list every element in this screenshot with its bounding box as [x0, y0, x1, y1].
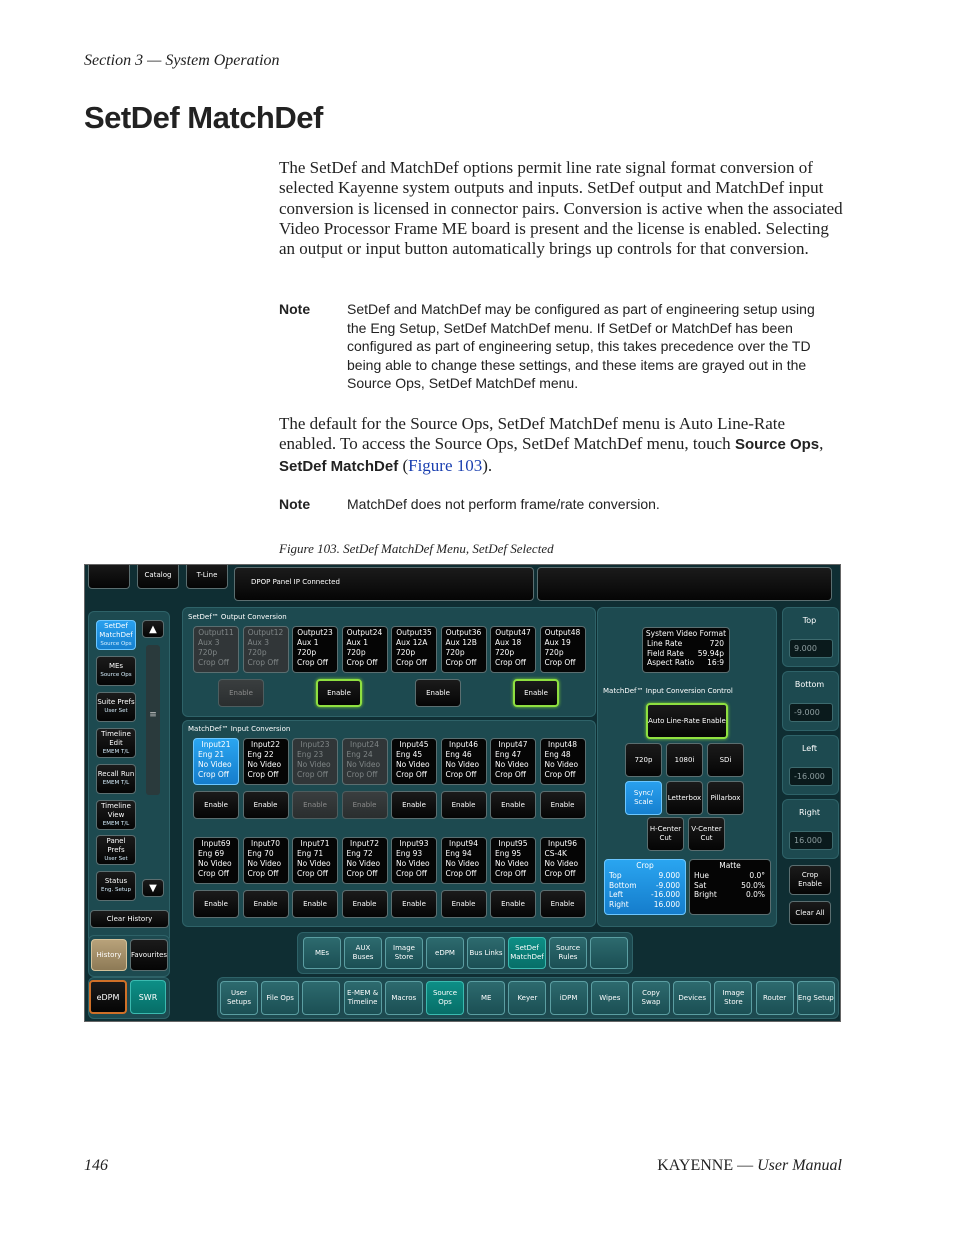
input-enable-button[interactable]: Enable — [391, 791, 437, 819]
input-name: Input71 — [300, 839, 330, 848]
format-option-button[interactable]: 720p — [625, 743, 662, 777]
input-button[interactable] — [540, 837, 586, 884]
input-button[interactable] — [441, 738, 487, 785]
main-tab[interactable]: Image Store — [714, 981, 752, 1015]
input-button[interactable] — [391, 738, 437, 785]
output-crop: Crop Off — [198, 658, 229, 667]
crop-readout[interactable] — [604, 859, 686, 915]
input-name: Input47 — [498, 740, 528, 749]
input-name: Input22 — [251, 740, 280, 749]
main-tab[interactable]: ME — [467, 981, 505, 1015]
output-source: Aux 3 — [198, 638, 220, 647]
history-item-label: SetDef MatchDef — [99, 621, 133, 639]
readout-key: Right — [609, 899, 629, 909]
readout-row — [647, 658, 729, 668]
output-name: Output35 — [396, 628, 432, 637]
input-name: Input23 — [300, 740, 330, 749]
auto-line-rate-enable-button[interactable]: Auto Line-Rate Enable — [646, 703, 728, 739]
readout-row — [609, 881, 685, 891]
input-name: Input21 — [201, 740, 231, 749]
input-source: Eng 72 — [346, 849, 373, 858]
input-enable-button[interactable]: Enable — [292, 791, 338, 819]
input-button[interactable] — [490, 837, 536, 884]
side-field-input[interactable]: -16.000 — [789, 767, 833, 786]
input-enable-button[interactable]: Enable — [391, 890, 437, 918]
history-item-label: Timeline Edit — [101, 729, 131, 747]
input-status: No Video — [445, 760, 480, 769]
history-item[interactable] — [96, 764, 136, 794]
paren-close: ). — [482, 455, 493, 475]
input-source: Eng 47 — [495, 750, 522, 759]
input-button[interactable] — [342, 837, 388, 884]
side-field-label: Right — [798, 808, 821, 817]
output-button[interactable] — [243, 626, 289, 673]
output-format: 720p — [297, 648, 317, 657]
readout-row — [609, 900, 685, 910]
history-item-sub: Source Ops — [100, 672, 132, 678]
output-format: 720p — [346, 648, 366, 657]
output-conversion-title: SetDef™ Output Conversion — [188, 613, 287, 621]
input-source: Eng 94 — [445, 849, 472, 858]
matte-readout[interactable] — [689, 859, 771, 915]
input-source: Eng 95 — [495, 849, 522, 858]
input-name: Input70 — [251, 839, 280, 848]
history-item[interactable] — [96, 728, 136, 758]
sub-tab[interactable]: MEs — [303, 937, 341, 969]
input-crop: Crop Off — [495, 770, 526, 779]
paren-open: ( — [398, 455, 409, 475]
note-label: Note — [279, 496, 311, 512]
input-crop: Crop Off — [297, 869, 328, 878]
output-name: Output11 — [198, 628, 234, 637]
output-source: Aux 19 — [544, 638, 571, 647]
output-button[interactable] — [292, 626, 338, 673]
note-text: SetDef and MatchDef may be configured as part of engineering setup using the Eng Setup, SetDef MatchDef menu. If SetDef or MatchDef has been configured as part of engineering setup, this takes precedence over the TD being able to change these settings, and these items are grayed out in the Source Ops, SetDef MatchDef menu. — [347, 301, 815, 391]
main-tab[interactable]: Source Ops — [426, 981, 464, 1015]
output-button[interactable] — [540, 626, 586, 673]
history-item-label: MEs — [108, 662, 124, 670]
input-enable-button[interactable]: Enable — [292, 890, 338, 918]
system-video-format-title: System Video Format — [645, 629, 727, 638]
readout-key: Field Rate — [647, 648, 684, 658]
input-enable-button[interactable]: Enable — [490, 791, 536, 819]
input-crop: Crop Off — [297, 770, 328, 779]
history-item-sub: Source Ops — [100, 640, 132, 647]
section-header: Section 3 — System Operation — [84, 52, 280, 69]
output-source: Aux 3 — [247, 638, 269, 647]
input-crop: Crop Off — [346, 770, 378, 779]
figure-link[interactable]: Figure 103 — [408, 455, 483, 475]
readout-value: 0.0° — [749, 871, 765, 880]
readout-row — [647, 649, 729, 659]
input-crop: Crop Off — [396, 869, 427, 878]
readout-row — [609, 871, 685, 881]
history-item[interactable] — [96, 656, 136, 686]
scroll-down-button[interactable]: ▼ — [142, 879, 164, 897]
history-item-label: Timeline View — [101, 801, 131, 819]
history-item-sub: EMEM T/L — [102, 780, 130, 786]
main-tab[interactable]: E-MEM & Timeline — [344, 981, 382, 1015]
status-message: DPOP Panel IP Connected — [234, 567, 534, 601]
input-button[interactable] — [490, 738, 536, 785]
main-tab[interactable]: Keyer — [508, 981, 546, 1015]
output-name: Output47 — [495, 628, 531, 637]
input-source: Eng 23 — [297, 750, 324, 759]
page-number: 146 — [84, 1157, 108, 1174]
readout-key: Bottom — [609, 880, 637, 890]
input-name: Input24 — [350, 740, 379, 749]
input-enable-button[interactable]: Enable — [490, 890, 536, 918]
input-crop: Crop Off — [247, 869, 279, 878]
intro-paragraph: The SetDef and MatchDef options permit line rate signal format conversion of selected Kayenne system outputs and inputs. SetDef output and MatchDef input conversion is licensed in connector pairs. Conversion is active when the associated Video Processor Frame ME board is present and the license is enabled. Selecting an output or input button automatically brings up controls for that conversion. — [279, 158, 843, 259]
input-crop: Crop Off — [544, 770, 576, 779]
output-enable-button[interactable]: Enable — [513, 679, 559, 707]
input-status: No Video — [396, 760, 430, 769]
input-status: No Video — [495, 859, 529, 868]
sub-tab[interactable]: Source Rules — [549, 937, 587, 969]
center-cut-button[interactable]: H-Center Cut — [647, 817, 684, 851]
input-status: No Video — [544, 859, 579, 868]
readout-row — [694, 890, 770, 900]
side-field-input[interactable]: 16.000 — [789, 831, 833, 850]
input-crop: Crop Off — [445, 770, 477, 779]
matchdef-control-title: MatchDef™ Input Conversion Control — [603, 687, 733, 695]
side-field-input[interactable]: -9.000 — [789, 703, 833, 722]
t-line-button[interactable]: T-Line — [186, 565, 228, 589]
matte-readout-title: Matte — [719, 861, 741, 870]
favourites-tab[interactable]: Favourites — [130, 939, 168, 971]
input-source: Eng 48 — [544, 750, 571, 759]
input-enable-button[interactable]: Enable — [441, 890, 487, 918]
history-item-label: Recall Run — [97, 770, 135, 778]
readout-value: 16.000 — [653, 899, 680, 909]
main-tab[interactable]: Macros — [385, 981, 423, 1015]
input-conversion-title: MatchDef™ Input Conversion — [188, 725, 291, 733]
history-item[interactable] — [96, 692, 136, 722]
history-tab[interactable]: History — [91, 939, 127, 971]
input-crop: Crop Off — [247, 770, 279, 779]
output-crop: Crop Off — [495, 658, 526, 667]
matte-readout-rows — [694, 871, 770, 900]
main-tab[interactable]: User Setups — [220, 981, 258, 1015]
input-button[interactable] — [243, 738, 289, 785]
input-name: Input94 — [449, 839, 478, 848]
input-crop: Crop Off — [198, 770, 229, 779]
system-video-format-rows — [647, 639, 729, 668]
scale-option-button[interactable]: Sync/ Scale — [625, 781, 662, 815]
input-source: Eng 70 — [247, 849, 274, 858]
footer-dash: — — [733, 1157, 758, 1174]
readout-row — [647, 639, 729, 649]
sub-tab[interactable]: eDPM — [426, 937, 464, 969]
input-status: No Video — [346, 760, 381, 769]
output-format: 720p — [247, 648, 267, 657]
output-crop: Crop Off — [346, 658, 378, 667]
input-button[interactable] — [193, 738, 239, 785]
main-tab[interactable] — [302, 981, 340, 1015]
input-source: CS-4K — [544, 849, 567, 858]
history-item[interactable] — [96, 835, 136, 865]
input-crop: Crop Off — [495, 869, 526, 878]
input-source: Eng 45 — [396, 750, 423, 759]
main-tab[interactable]: Eng Setup — [797, 981, 835, 1015]
input-enable-button[interactable]: Enable — [540, 890, 586, 918]
readout-value: -16.000 — [651, 890, 680, 899]
output-format: 720p — [198, 648, 218, 657]
input-status: No Video — [198, 760, 232, 769]
format-option-button[interactable]: 1080i — [666, 743, 703, 777]
output-name: Output48 — [544, 628, 581, 637]
center-cut-button[interactable]: V-Center Cut — [688, 817, 725, 851]
main-tab[interactable]: iDPM — [550, 981, 588, 1015]
input-source: Eng 69 — [198, 849, 225, 858]
input-source: Eng 22 — [247, 750, 274, 759]
readout-key: Hue — [694, 871, 710, 880]
input-name: Input69 — [201, 839, 231, 848]
input-source: Eng 46 — [445, 750, 472, 759]
output-crop: Crop Off — [297, 658, 328, 667]
main-tab[interactable]: Router — [756, 981, 794, 1015]
output-format: 720p — [495, 648, 515, 657]
input-enable-button[interactable]: Enable — [193, 791, 239, 819]
input-name: Input96 — [548, 839, 577, 848]
input-name: Input72 — [350, 839, 379, 848]
system-video-format — [642, 627, 730, 673]
input-name: Input95 — [498, 839, 528, 848]
input-crop: Crop Off — [445, 869, 477, 878]
output-enable-button[interactable]: Enable — [316, 679, 362, 707]
input-source: Eng 21 — [198, 750, 225, 759]
input-crop: Crop Off — [396, 770, 427, 779]
crop-enable-button[interactable]: Crop Enable — [789, 865, 831, 895]
input-status: No Video — [445, 859, 480, 868]
output-format: 720p — [396, 648, 416, 657]
input-enable-button[interactable]: Enable — [342, 890, 388, 918]
scale-option-button[interactable]: Letterbox — [666, 781, 703, 815]
crop-readout-rows — [609, 871, 685, 909]
sub-tab[interactable]: AUX Buses — [344, 937, 382, 969]
output-name: Output23 — [297, 628, 333, 637]
input-button[interactable] — [342, 738, 388, 785]
output-button[interactable] — [342, 626, 388, 673]
readout-value: 50.0% — [741, 880, 765, 890]
readout-value: 9.000 — [658, 871, 680, 880]
catalog-button[interactable]: Catalog — [137, 565, 179, 589]
product-name: KAYENNE — [657, 1157, 734, 1174]
history-item-label: Status — [104, 877, 128, 885]
page-title: SetDef MatchDef — [84, 100, 323, 135]
input-status: No Video — [198, 859, 232, 868]
input-button[interactable] — [441, 837, 487, 884]
readout-key: Left — [609, 890, 624, 899]
output-crop: Crop Off — [445, 658, 477, 667]
history-item-label: Suite Prefs — [97, 698, 135, 706]
top-blank-button[interactable] — [88, 565, 130, 589]
readout-value: 59.94p — [697, 648, 724, 658]
sub-tab-blank[interactable] — [590, 937, 628, 969]
input-crop: Crop Off — [346, 869, 378, 878]
output-format: 720p — [445, 648, 465, 657]
output-name: Output12 — [247, 628, 284, 637]
input-enable-button[interactable]: Enable — [243, 890, 289, 918]
output-source: Aux 1 — [297, 638, 319, 647]
main-tab[interactable]: Devices — [673, 981, 711, 1015]
side-field-input[interactable]: 9.000 — [789, 639, 833, 658]
input-status: No Video — [247, 859, 282, 868]
history-item-sub: Eng. Setup — [101, 887, 131, 893]
readout-row — [694, 881, 770, 891]
keyword-source-ops: Source Ops — [734, 436, 820, 454]
history-item[interactable] — [96, 620, 136, 650]
main-tab[interactable]: Copy Swap — [632, 981, 670, 1015]
history-item[interactable] — [96, 871, 136, 901]
access-paragraph — [279, 414, 844, 477]
history-item-sub: EMEM T/L — [102, 748, 130, 755]
output-button[interactable] — [441, 626, 487, 673]
input-button[interactable] — [243, 837, 289, 884]
input-status: No Video — [297, 760, 331, 769]
input-status: No Video — [247, 760, 282, 769]
keyword-setdef-matchdef: SetDef MatchDef — [279, 457, 399, 475]
setdef-matchdef-menu — [85, 565, 840, 1021]
crop-readout-title: Crop — [636, 861, 654, 870]
sub-tab[interactable]: Image Store — [385, 937, 423, 969]
edpm-mode-button[interactable]: eDPM — [89, 980, 127, 1014]
readout-row — [694, 871, 770, 881]
output-crop: Crop Off — [396, 658, 427, 667]
history-item-sub: EMEM T/L — [102, 820, 130, 827]
output-crop: Crop Off — [247, 658, 279, 667]
input-crop: Crop Off — [544, 869, 576, 878]
input-enable-button[interactable]: Enable — [342, 791, 388, 819]
input-button[interactable] — [391, 837, 437, 884]
sub-tab[interactable]: Bus Links — [467, 937, 505, 969]
scroll-up-button[interactable]: ▲ — [142, 620, 164, 638]
output-enable-button[interactable]: Enable — [218, 679, 264, 707]
input-enable-button[interactable]: Enable — [441, 791, 487, 819]
input-source: Eng 24 — [346, 750, 373, 759]
input-button[interactable] — [292, 837, 338, 884]
output-button[interactable] — [391, 626, 437, 673]
readout-key: Line Rate — [647, 639, 683, 648]
input-status: No Video — [495, 760, 529, 769]
readout-value: 720 — [709, 639, 724, 648]
input-enable-button[interactable]: Enable — [243, 791, 289, 819]
input-button[interactable] — [292, 738, 338, 785]
separator: , — [819, 434, 824, 454]
input-name: Input45 — [399, 740, 429, 749]
input-source: Eng 93 — [396, 849, 423, 858]
output-button[interactable] — [490, 626, 536, 673]
output-source: Aux 12A — [396, 638, 428, 647]
format-option-button[interactable]: SDi — [707, 743, 744, 777]
output-source: Aux 18 — [495, 638, 522, 647]
readout-key: Top — [609, 871, 622, 880]
main-tab[interactable]: File Ops — [261, 981, 299, 1015]
output-name: Output24 — [346, 628, 383, 637]
output-format: 720p — [544, 648, 564, 657]
output-enable-button[interactable]: Enable — [415, 679, 461, 707]
readout-key: Sat — [694, 880, 707, 890]
readout-value: 16:9 — [707, 658, 724, 667]
status-blank — [537, 567, 832, 601]
side-field-label: Bottom — [794, 680, 825, 689]
readout-value: -9.000 — [655, 880, 680, 890]
main-tab[interactable]: Wipes — [591, 981, 629, 1015]
note-label: Note — [279, 301, 311, 317]
input-enable-button[interactable]: Enable — [540, 791, 586, 819]
history-item-label: Panel Prefs — [106, 836, 126, 854]
output-name: Output36 — [445, 628, 482, 637]
input-crop: Crop Off — [198, 869, 229, 878]
input-name: Input46 — [449, 740, 478, 749]
input-name: Input48 — [548, 740, 577, 749]
input-status: No Video — [396, 859, 430, 868]
output-crop: Crop Off — [544, 658, 576, 667]
note-text: MatchDef does not perform frame/rate conversion. — [347, 496, 660, 512]
footer-product — [657, 1157, 842, 1175]
history-item-sub: User Set — [104, 708, 128, 714]
side-field-label: Top — [802, 616, 817, 625]
history-item-sub: User Set — [104, 855, 128, 862]
swr-mode-button[interactable]: SWR — [130, 980, 166, 1014]
clear-history-button[interactable]: Clear History — [90, 910, 169, 928]
input-status: No Video — [544, 760, 579, 769]
readout-row — [609, 890, 685, 900]
input-button[interactable] — [540, 738, 586, 785]
input-source: Eng 71 — [297, 849, 324, 858]
output-source: Aux 12B — [445, 638, 477, 647]
manual-title: User Manual — [757, 1157, 842, 1174]
history-item[interactable] — [96, 800, 136, 830]
clear-all-button[interactable]: Clear All — [789, 901, 831, 925]
side-field-label: Left — [801, 744, 818, 753]
scale-option-button[interactable]: Pillarbox — [707, 781, 744, 815]
readout-value: 0.0% — [745, 890, 765, 899]
access-text: The default for the Source Ops, SetDef MatchDef menu is Auto Line-Rate enabled. To access the Source Ops, SetDef MatchDef menu, touch — [279, 414, 786, 454]
output-source: Aux 1 — [346, 638, 368, 647]
input-status: No Video — [346, 859, 381, 868]
sub-tab[interactable]: SetDef MatchDef — [508, 937, 546, 969]
input-enable-button[interactable]: Enable — [193, 890, 239, 918]
input-name: Input93 — [399, 839, 429, 848]
readout-key: Aspect Ratio — [647, 658, 695, 667]
output-button[interactable] — [193, 626, 239, 673]
input-status: No Video — [297, 859, 331, 868]
input-button[interactable] — [193, 837, 239, 884]
readout-key: Bright — [694, 890, 717, 899]
scroll-grip-icon[interactable]: ≡ — [149, 710, 157, 720]
figure-caption: Figure 103. SetDef MatchDef Menu, SetDef Selected — [279, 541, 554, 556]
